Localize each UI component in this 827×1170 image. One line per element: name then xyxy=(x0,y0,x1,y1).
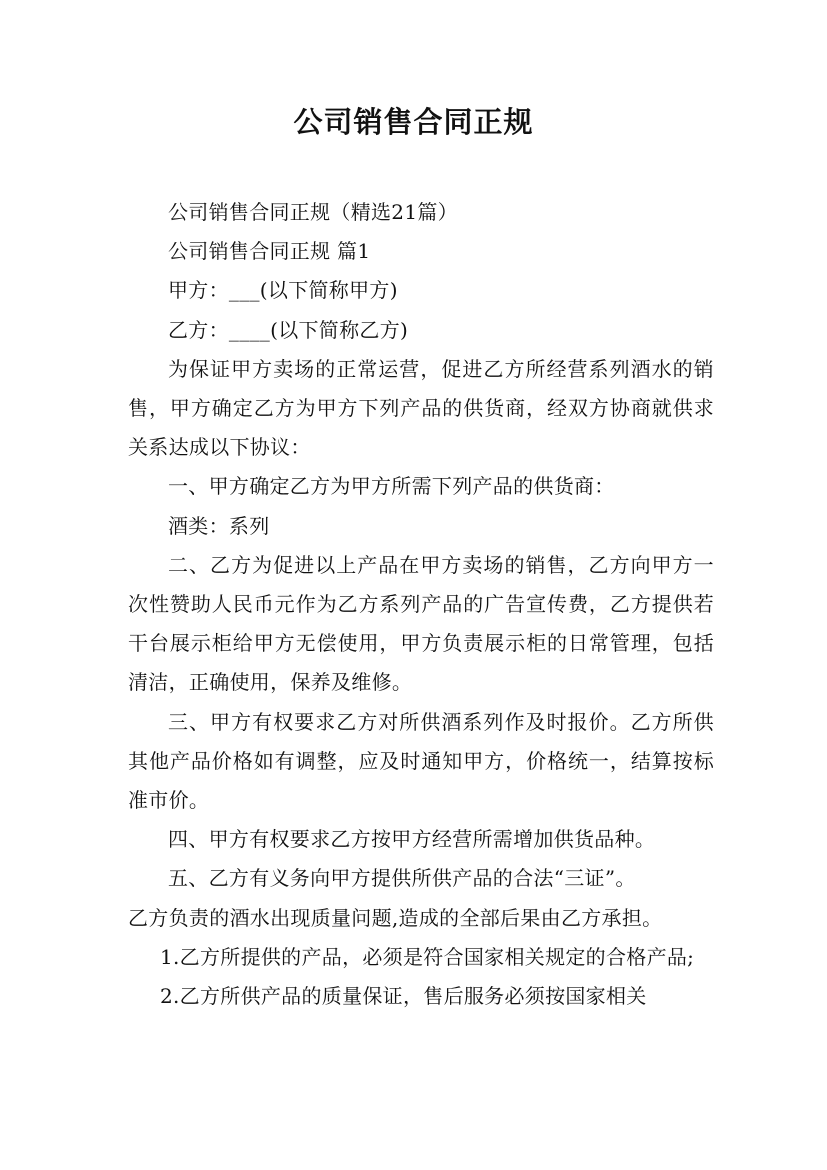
paragraph-clause-5-detail: 乙方负责的酒水出现质量问题,造成的全部后果由乙方承担。 xyxy=(128,905,663,930)
paragraph-section-heading: 公司销售合同正规 篇1 xyxy=(168,239,371,264)
document-body xyxy=(128,193,714,1016)
paragraph-party-b: 乙方：____(以下简称乙方) xyxy=(168,317,409,342)
paragraph-clause-3: 三、甲方有权要求乙方对所供酒系列作及时报价。乙方所供其他产品价格如有调整，应及时通知甲方，价格统一，结算按标准市价。 xyxy=(128,709,714,813)
paragraph-clause-4: 四、甲方有权要求乙方按甲方经营所需增加供货品种。 xyxy=(168,827,656,852)
paragraph-preamble: 为保证甲方卖场的正常运营，促进乙方所经营系列酒水的销售，甲方确定乙方为甲方下列产品的供货商，经双方协商就供求关系达成以下协议： xyxy=(128,356,714,460)
paragraph-item-2: 2.乙方所供产品的质量保证，售后服务必须按国家相关 xyxy=(160,984,647,1009)
document-title: 公司销售合同正规 xyxy=(293,105,534,139)
paragraph-item-1: 1.乙方所提供的产品，必须是符合国家相关规定的合格产品; xyxy=(160,944,695,969)
paragraph-clause-1-detail: 酒类：系列 xyxy=(168,513,270,538)
paragraph-clause-1: 一、甲方确定乙方为甲方所需下列产品的供货商： xyxy=(168,474,615,499)
paragraph-clause-5: 五、乙方有义务向甲方提供所供产品的合法“三证”。 xyxy=(168,866,636,891)
paragraph-subtitle: 公司销售合同正规（精选21篇） xyxy=(168,200,458,224)
paragraph-clause-2: 二、乙方为促进以上产品在甲方卖场的销售，乙方向甲方一次性赞助人民币元作为乙方系列产品的广告宣传费，乙方提供若干台展示柜给甲方无偿使用，甲方负责展示柜的日常管理，包括清洁，正确使用，保养及维修。 xyxy=(128,552,714,695)
paragraph-party-a: 甲方：___(以下简称甲方) xyxy=(168,278,398,303)
